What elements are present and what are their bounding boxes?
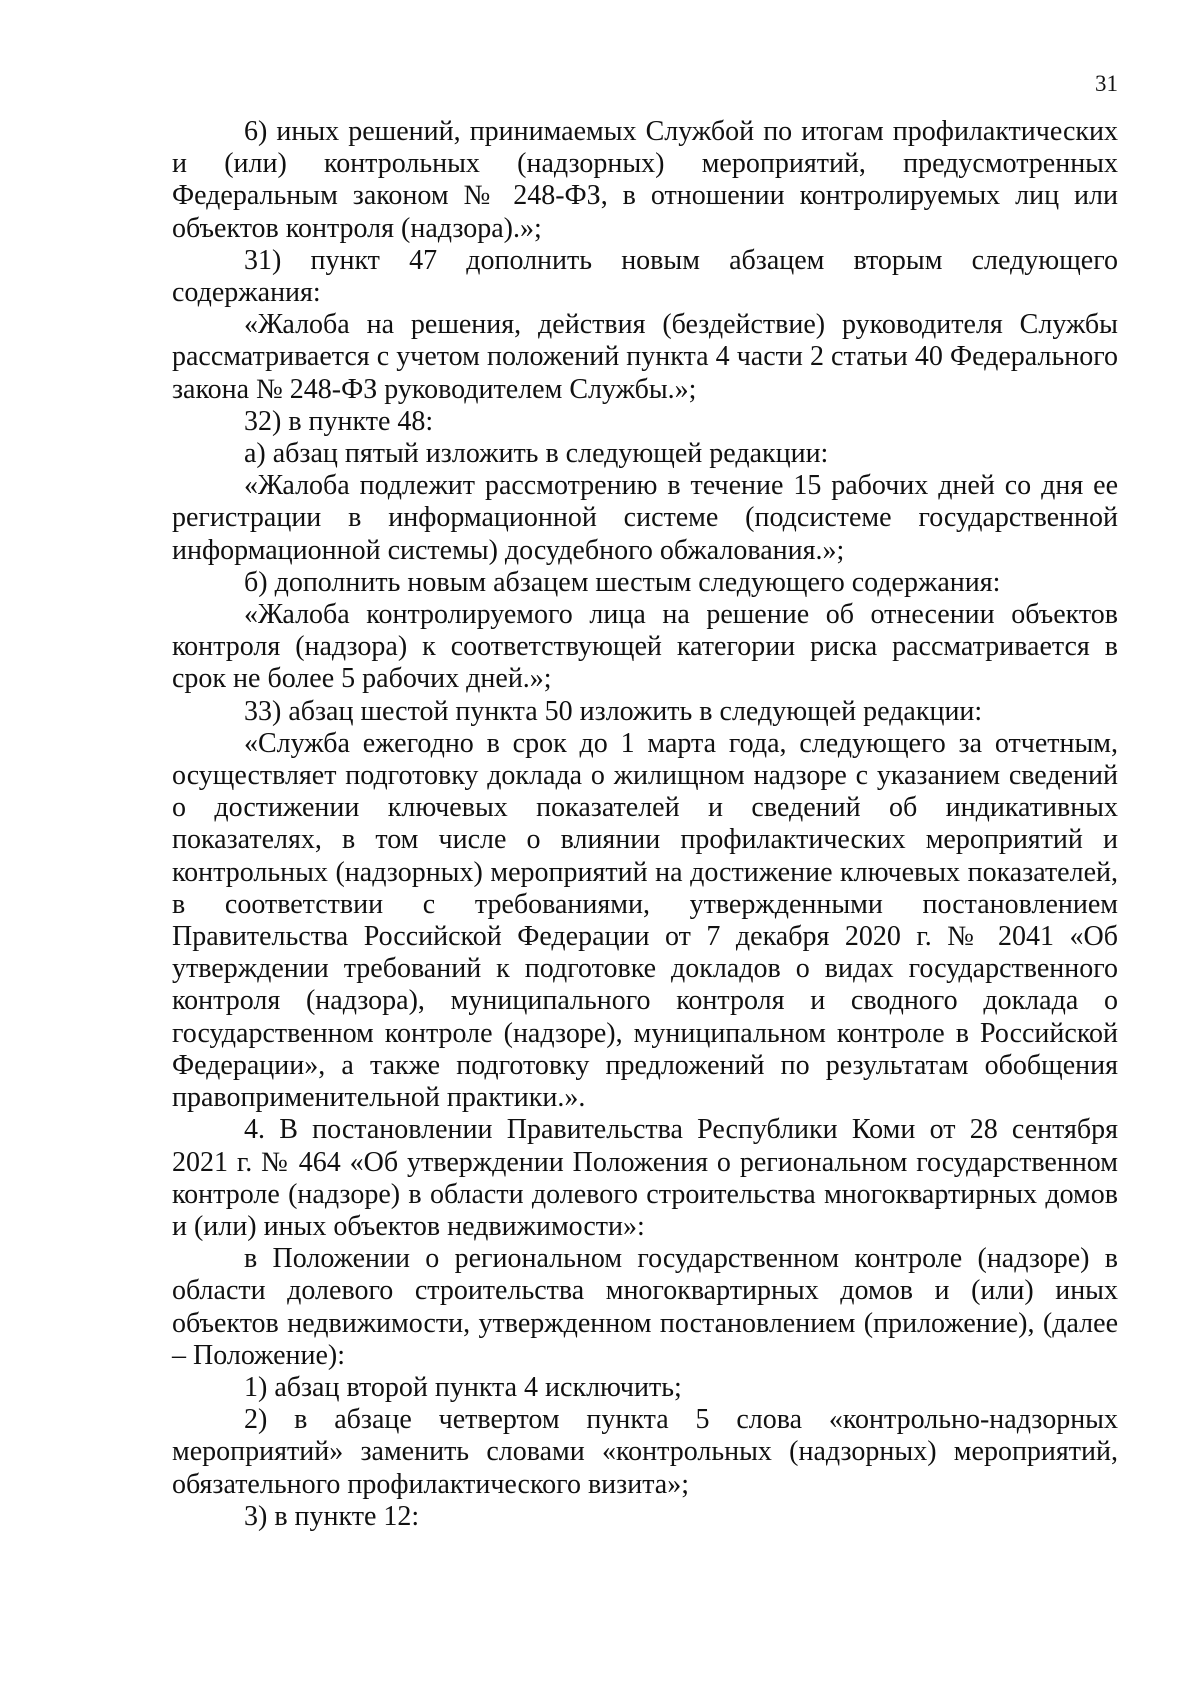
page-number: 31 xyxy=(1095,71,1118,96)
paragraph-amendment-33: 33) абзац шестой пункта 50 изложить в следующей редакции: xyxy=(244,695,983,727)
paragraph-amendment-32: 32) в пункте 48: xyxy=(244,405,434,437)
document-body xyxy=(172,116,1118,1533)
paragraph-subitem-a: а) абзац пятый изложить в следующей редакции: xyxy=(244,438,829,470)
paragraph-subitem-b: б) дополнить новым абзацем шестым следующего содержания: xyxy=(244,566,1001,598)
paragraph-quote-complaint-term: «Жалоба подлежит рассмотрению в течение 15 рабочих дней со дня ее регистрации в информационной системе (подсистеме государственной информационной системы) досудебного обжалования.»; xyxy=(172,470,1118,566)
paragraph-list-item-1: 1) абзац второй пункта 4 исключить; xyxy=(244,1371,682,1403)
paragraph-quote-complaint-head: «Жалоба на решения, действия (бездействие) руководителя Службы рассматривается с учетом положений пункта 4 части 2 статьи 40 Федерального закона № 248-ФЗ руководителем Службы.»; xyxy=(172,309,1118,405)
paragraph-section-4: 4. В постановлении Правительства Республики Коми от 28 сентября 2021 г. № 464 «Об утверждении Положения о региональном государственном контроле (надзоре) в области долевого строительства многоквартирных домов и (или) иных объектов недвижимости»: xyxy=(172,1114,1118,1242)
paragraph-list-item-2: 2) в абзаце четвертом пункта 5 слова «контрольно-надзорных мероприятий» заменить словами «контрольных (надзорных) мероприятий, обязательного профилактического визита»; xyxy=(172,1404,1118,1500)
paragraph-list-item-3: 3) в пункте 12: xyxy=(244,1500,420,1532)
paragraph-item-6-other-decisions: 6) иных решений, принимаемых Службой по итогам профилактических и (или) контрольных (надзорных) мероприятий, предусмотренных Федеральным законом № 248-ФЗ, в отношении контролируемых лиц или объектов контроля (надзора).»; xyxy=(172,116,1118,244)
paragraph-quote-complaint-risk: «Жалоба контролируемого лица на решение об отнесении объектов контроля (надзора) к соответствующей категории риска рассматривается в срок не более 5 рабочих дней.»; xyxy=(172,599,1118,695)
paragraph-regulation-intro: в Положении о региональном государственном контроле (надзоре) в области долевого строительства многоквартирных домов и (или) иных объектов недвижимости, утвержденном постановлением (приложение), (далее – Положение): xyxy=(172,1243,1118,1371)
paragraph-quote-annual-report: «Служба ежегодно в срок до 1 марта года, следующего за отчетным, осуществляет подготовку доклада о жилищном надзоре с указанием сведений о достижении ключевых показателей и сведений об индикативных показателях, в том числе о влиянии профилактических мероприятий и контрольных (надзорных) мероприятий на достижение ключевых показателей, в соответствии с требованиями, утвержденными постановлением Правительства Российской Федерации от 7 декабря 2020 г. № 2041 «Об утверждении требований к подготовке докладов о видах государственного контроля (надзора), муниципального контроля и сводного доклада о государственном контроле (надзоре), муниципальном контроле в Российской Федерации», а также подготовку предложений по результатам обобщения правоприменительной практики.». xyxy=(172,727,1118,1114)
paragraph-amendment-31: 31) пункт 47 дополнить новым абзацем вторым следующего содержания: xyxy=(172,244,1118,309)
